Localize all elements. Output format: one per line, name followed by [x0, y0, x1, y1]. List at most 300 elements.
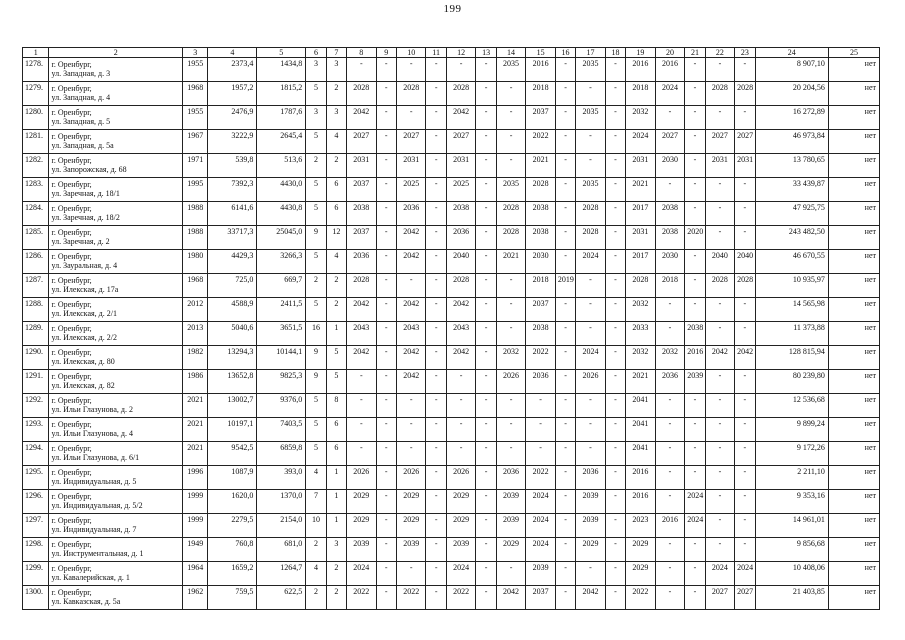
row-number-cell: 1284. — [23, 202, 49, 226]
value-cell: 13294,3 — [208, 346, 257, 370]
address-street: ул. Запорожская, д. 68 — [51, 165, 127, 174]
value-cell: 2035 — [576, 106, 606, 130]
value-cell: 2279,5 — [208, 514, 257, 538]
flag-cell: нет — [828, 514, 879, 538]
value-cell: 1968 — [182, 274, 207, 298]
address-city: г. Оренбург, — [51, 180, 92, 189]
value-cell: 2154,0 — [257, 514, 306, 538]
value-cell: - — [446, 418, 476, 442]
flag-cell: нет — [828, 394, 879, 418]
value-cell: 7392,3 — [208, 178, 257, 202]
value-cell: 2 — [306, 586, 326, 610]
cost-cell: 9 353,16 — [755, 490, 828, 514]
flag-cell: нет — [828, 538, 879, 562]
row-number-cell: 1297. — [23, 514, 49, 538]
value-cell: - — [347, 58, 377, 82]
value-cell: 2 — [326, 298, 346, 322]
cost-cell: 8 907,10 — [755, 58, 828, 82]
value-cell: - — [496, 394, 526, 418]
value-cell: 2042 — [396, 370, 426, 394]
value-cell: - — [576, 442, 606, 466]
value-cell: - — [605, 586, 625, 610]
address-street: ул. Зауральная, д. 4 — [51, 261, 118, 270]
flag-cell: нет — [828, 154, 879, 178]
value-cell: 2025 — [446, 178, 476, 202]
value-cell: - — [426, 538, 446, 562]
value-cell: - — [476, 442, 496, 466]
value-cell: 2039 — [576, 490, 606, 514]
flag-cell: нет — [828, 298, 879, 322]
value-cell: 1988 — [182, 226, 207, 250]
table-row — [23, 370, 880, 394]
address-cell — [49, 514, 182, 538]
row-number-cell: 1293. — [23, 418, 49, 442]
value-cell: 2 — [306, 154, 326, 178]
value-cell: - — [605, 442, 625, 466]
value-cell: 2 — [306, 274, 326, 298]
value-cell: 2038 — [685, 322, 705, 346]
address-city: г. Оренбург, — [51, 396, 92, 405]
value-cell: - — [426, 418, 446, 442]
value-cell: - — [347, 442, 377, 466]
address-street: ул. Кавалерийская, д. 1 — [51, 573, 130, 582]
value-cell: 16 — [306, 322, 326, 346]
table-row — [23, 274, 880, 298]
value-cell: 2028 — [526, 178, 556, 202]
value-cell: 1955 — [182, 58, 207, 82]
value-cell: 1 — [326, 490, 346, 514]
value-cell: 2035 — [496, 58, 526, 82]
value-cell: 2032 — [496, 346, 526, 370]
value-cell: 1995 — [182, 178, 207, 202]
value-cell: - — [476, 106, 496, 130]
column-header: 23 — [735, 48, 755, 58]
value-cell: - — [685, 394, 705, 418]
value-cell: 2039 — [526, 562, 556, 586]
value-cell: 2038 — [526, 226, 556, 250]
address-cell — [49, 106, 182, 130]
value-cell: - — [705, 514, 735, 538]
value-cell: 2038 — [526, 322, 556, 346]
value-cell: - — [735, 418, 755, 442]
column-header: 2 — [49, 48, 182, 58]
flag-cell: нет — [828, 82, 879, 106]
value-cell: 2013 — [182, 322, 207, 346]
table-row — [23, 298, 880, 322]
address-city: г. Оренбург, — [51, 276, 92, 285]
value-cell: - — [605, 514, 625, 538]
value-cell: 2024 — [735, 562, 755, 586]
value-cell: 1 — [326, 466, 346, 490]
value-cell: - — [605, 226, 625, 250]
value-cell: 2042 — [446, 106, 476, 130]
address-city: г. Оренбург, — [51, 84, 92, 93]
page-number: 199 — [443, 3, 462, 15]
value-cell: - — [735, 322, 755, 346]
value-cell: 2031 — [626, 154, 656, 178]
address-street: ул. Индивидуальная, д. 5 — [51, 477, 137, 486]
value-cell: 3222,9 — [208, 130, 257, 154]
value-cell: 1370,0 — [257, 490, 306, 514]
value-cell: 2039 — [347, 538, 377, 562]
flag-cell: нет — [828, 490, 879, 514]
address-cell — [49, 274, 182, 298]
value-cell: - — [605, 562, 625, 586]
value-cell: - — [735, 514, 755, 538]
row-number-cell: 1299. — [23, 562, 49, 586]
column-header: 15 — [526, 48, 556, 58]
value-cell: 2 — [326, 82, 346, 106]
value-cell: - — [605, 418, 625, 442]
value-cell: 622,5 — [257, 586, 306, 610]
value-cell: 2028 — [347, 274, 377, 298]
value-cell: - — [555, 130, 575, 154]
value-cell: - — [376, 514, 396, 538]
value-cell: - — [655, 538, 685, 562]
value-cell: - — [376, 370, 396, 394]
flag-cell: нет — [828, 346, 879, 370]
row-number-cell: 1290. — [23, 346, 49, 370]
value-cell: 681,0 — [257, 538, 306, 562]
value-cell: - — [376, 490, 396, 514]
value-cell: - — [685, 250, 705, 274]
address-city: г. Оренбург, — [51, 444, 92, 453]
value-cell: 3 — [326, 106, 346, 130]
value-cell: - — [476, 250, 496, 274]
value-cell: 4430,0 — [257, 178, 306, 202]
value-cell: 2040 — [735, 250, 755, 274]
value-cell: - — [735, 538, 755, 562]
value-cell: - — [685, 538, 705, 562]
flag-cell: нет — [828, 442, 879, 466]
address-cell — [49, 490, 182, 514]
value-cell: 2042 — [347, 298, 377, 322]
value-cell: - — [476, 394, 496, 418]
value-cell: 2 — [326, 154, 346, 178]
value-cell: 2037 — [526, 106, 556, 130]
value-cell: - — [426, 106, 446, 130]
value-cell: 6 — [326, 418, 346, 442]
value-cell: - — [655, 298, 685, 322]
row-number-cell: 1295. — [23, 466, 49, 490]
value-cell: - — [555, 154, 575, 178]
value-cell: 1982 — [182, 346, 207, 370]
value-cell: - — [576, 418, 606, 442]
value-cell: 2028 — [735, 82, 755, 106]
value-cell: 2020 — [685, 226, 705, 250]
value-cell: - — [476, 82, 496, 106]
value-cell: 3 — [326, 58, 346, 82]
cost-cell: 11 373,88 — [755, 322, 828, 346]
value-cell: 2036 — [576, 466, 606, 490]
value-cell: 6141,6 — [208, 202, 257, 226]
value-cell: - — [685, 130, 705, 154]
value-cell: - — [426, 394, 446, 418]
table-row — [23, 586, 880, 610]
value-cell: - — [685, 154, 705, 178]
value-cell: - — [476, 586, 496, 610]
value-cell: - — [426, 82, 446, 106]
value-cell: 2038 — [526, 202, 556, 226]
cost-cell: 9 856,68 — [755, 538, 828, 562]
row-number-cell: 1280. — [23, 106, 49, 130]
column-header: 16 — [555, 48, 575, 58]
value-cell: - — [605, 346, 625, 370]
value-cell: - — [476, 538, 496, 562]
value-cell: 2039 — [496, 514, 526, 538]
value-cell: 1949 — [182, 538, 207, 562]
value-cell: - — [655, 442, 685, 466]
address-street: ул. Инструментальная, д. 1 — [51, 549, 144, 558]
value-cell: 2016 — [685, 346, 705, 370]
address-street: ул. Индивидуальная, д. 7 — [51, 525, 137, 534]
cost-cell: 2 211,10 — [755, 466, 828, 490]
value-cell: - — [705, 58, 735, 82]
value-cell: 2028 — [446, 82, 476, 106]
value-cell: 2039 — [685, 370, 705, 394]
value-cell: - — [526, 418, 556, 442]
address-cell — [49, 130, 182, 154]
address-city: г. Оренбург, — [51, 372, 92, 381]
value-cell: 2038 — [655, 202, 685, 226]
value-cell: - — [685, 586, 705, 610]
value-cell: - — [376, 346, 396, 370]
address-cell — [49, 370, 182, 394]
value-cell: - — [555, 514, 575, 538]
value-cell: - — [576, 130, 606, 154]
address-cell — [49, 154, 182, 178]
table-row — [23, 490, 880, 514]
flag-cell: нет — [828, 418, 879, 442]
value-cell: - — [576, 274, 606, 298]
value-cell: - — [396, 394, 426, 418]
row-number-cell: 1294. — [23, 442, 49, 466]
value-cell: - — [735, 106, 755, 130]
value-cell: 5 — [306, 130, 326, 154]
value-cell: 2026 — [347, 466, 377, 490]
value-cell: 2024 — [347, 562, 377, 586]
value-cell: - — [426, 154, 446, 178]
value-cell: - — [555, 394, 575, 418]
flag-cell: нет — [828, 226, 879, 250]
address-street: ул. Западная, д. 4 — [51, 93, 111, 102]
value-cell: - — [426, 274, 446, 298]
value-cell: 2038 — [655, 226, 685, 250]
cost-cell: 46 670,55 — [755, 250, 828, 274]
value-cell: 2039 — [446, 538, 476, 562]
value-cell: 1087,9 — [208, 466, 257, 490]
value-cell: - — [705, 538, 735, 562]
value-cell: - — [476, 562, 496, 586]
value-cell: 2031 — [705, 154, 735, 178]
value-cell: 2373,4 — [208, 58, 257, 82]
value-cell: 2037 — [347, 226, 377, 250]
row-number-cell: 1285. — [23, 226, 49, 250]
value-cell: - — [705, 490, 735, 514]
column-header: 8 — [347, 48, 377, 58]
cost-cell: 12 536,68 — [755, 394, 828, 418]
address-city: г. Оренбург, — [51, 108, 92, 117]
value-cell: 2031 — [347, 154, 377, 178]
column-header: 13 — [476, 48, 496, 58]
cost-cell: 13 780,65 — [755, 154, 828, 178]
value-cell: 2037 — [526, 586, 556, 610]
value-cell: - — [735, 466, 755, 490]
address-city: г. Оренбург, — [51, 492, 92, 501]
row-number-cell: 1283. — [23, 178, 49, 202]
column-header: 20 — [655, 48, 685, 58]
value-cell: 2026 — [576, 370, 606, 394]
value-cell: - — [555, 562, 575, 586]
value-cell: - — [605, 178, 625, 202]
value-cell: 1962 — [182, 586, 207, 610]
value-cell: - — [476, 346, 496, 370]
address-street: ул. Илекская, д. 2/1 — [51, 309, 117, 318]
address-cell — [49, 178, 182, 202]
value-cell: 2042 — [705, 346, 735, 370]
flag-cell: нет — [828, 58, 879, 82]
value-cell: - — [496, 82, 526, 106]
value-cell: - — [555, 58, 575, 82]
value-cell: 2027 — [735, 586, 755, 610]
value-cell: 3 — [306, 106, 326, 130]
value-cell: 2 — [326, 586, 346, 610]
value-cell: 4 — [326, 130, 346, 154]
value-cell: - — [555, 106, 575, 130]
row-number-cell: 1287. — [23, 274, 49, 298]
value-cell: 2022 — [446, 586, 476, 610]
value-cell: 2018 — [526, 82, 556, 106]
value-cell: - — [496, 418, 526, 442]
value-cell: 1964 — [182, 562, 207, 586]
value-cell: 1 — [326, 514, 346, 538]
value-cell: - — [605, 370, 625, 394]
address-street: ул. Индивидуальная, д. 5/2 — [51, 501, 143, 510]
value-cell: - — [376, 394, 396, 418]
value-cell: - — [376, 538, 396, 562]
column-header: 10 — [396, 48, 426, 58]
value-cell: - — [555, 418, 575, 442]
value-cell: - — [576, 82, 606, 106]
value-cell: - — [496, 322, 526, 346]
value-cell: 2022 — [626, 586, 656, 610]
value-cell: 4 — [306, 466, 326, 490]
address-street: ул. Илекская, д. 80 — [51, 357, 115, 366]
address-street: ул. Илекская, д. 17а — [51, 285, 119, 294]
address-cell — [49, 322, 182, 346]
value-cell: - — [426, 586, 446, 610]
value-cell: 2016 — [626, 466, 656, 490]
value-cell: 33717,3 — [208, 226, 257, 250]
value-cell: 25045,0 — [257, 226, 306, 250]
column-header: 9 — [376, 48, 396, 58]
value-cell: 13652,8 — [208, 370, 257, 394]
value-cell: - — [576, 322, 606, 346]
table-row — [23, 562, 880, 586]
value-cell: 9825,3 — [257, 370, 306, 394]
value-cell: - — [576, 298, 606, 322]
value-cell: 12 — [326, 226, 346, 250]
value-cell: 2022 — [347, 586, 377, 610]
address-street: ул. Илекская, д. 82 — [51, 381, 115, 390]
value-cell: 2021 — [626, 370, 656, 394]
address-cell — [49, 250, 182, 274]
value-cell: 2029 — [396, 514, 426, 538]
value-cell: 2029 — [626, 538, 656, 562]
value-cell: 725,0 — [208, 274, 257, 298]
address-city: г. Оренбург, — [51, 132, 92, 141]
value-cell: 2023 — [626, 514, 656, 538]
value-cell: - — [655, 562, 685, 586]
value-cell: 6 — [326, 442, 346, 466]
address-city: г. Оренбург, — [51, 252, 92, 261]
value-cell: - — [496, 154, 526, 178]
value-cell: 1815,2 — [257, 82, 306, 106]
value-cell: 9376,0 — [257, 394, 306, 418]
value-cell: 2036 — [526, 370, 556, 394]
value-cell: 2043 — [396, 322, 426, 346]
value-cell: 2032 — [626, 298, 656, 322]
value-cell: - — [735, 370, 755, 394]
value-cell: 2035 — [496, 178, 526, 202]
data-table — [22, 47, 880, 610]
cost-cell: 33 439,87 — [755, 178, 828, 202]
table-row — [23, 538, 880, 562]
value-cell: 2027 — [705, 586, 735, 610]
table-row — [23, 58, 880, 82]
address-cell — [49, 298, 182, 322]
value-cell: 2039 — [396, 538, 426, 562]
value-cell: 2029 — [347, 514, 377, 538]
value-cell: 2042 — [396, 346, 426, 370]
value-cell: - — [685, 178, 705, 202]
column-header: 12 — [446, 48, 476, 58]
value-cell: 4430,8 — [257, 202, 306, 226]
value-cell: 2024 — [655, 82, 685, 106]
address-city: г. Оренбург, — [51, 228, 92, 237]
value-cell: - — [426, 490, 446, 514]
value-cell: 2037 — [347, 178, 377, 202]
value-cell: 4 — [326, 250, 346, 274]
column-header: 21 — [685, 48, 705, 58]
table-row — [23, 418, 880, 442]
value-cell: - — [555, 466, 575, 490]
value-cell: - — [705, 394, 735, 418]
value-cell: - — [705, 178, 735, 202]
value-cell: 2029 — [576, 538, 606, 562]
table-row — [23, 82, 880, 106]
table-row — [23, 250, 880, 274]
value-cell: 2025 — [396, 178, 426, 202]
value-cell: 2016 — [626, 58, 656, 82]
value-cell: - — [476, 130, 496, 154]
value-cell: - — [426, 226, 446, 250]
value-cell: 2027 — [655, 130, 685, 154]
table-row — [23, 106, 880, 130]
value-cell: 2040 — [705, 250, 735, 274]
value-cell: - — [705, 322, 735, 346]
row-number-cell: 1288. — [23, 298, 49, 322]
cost-cell: 14 565,98 — [755, 298, 828, 322]
value-cell: 2012 — [182, 298, 207, 322]
value-cell: - — [605, 250, 625, 274]
value-cell: 1971 — [182, 154, 207, 178]
value-cell: - — [426, 298, 446, 322]
column-header: 14 — [496, 48, 526, 58]
value-cell: - — [735, 202, 755, 226]
value-cell: 2024 — [526, 514, 556, 538]
address-cell — [49, 586, 182, 610]
